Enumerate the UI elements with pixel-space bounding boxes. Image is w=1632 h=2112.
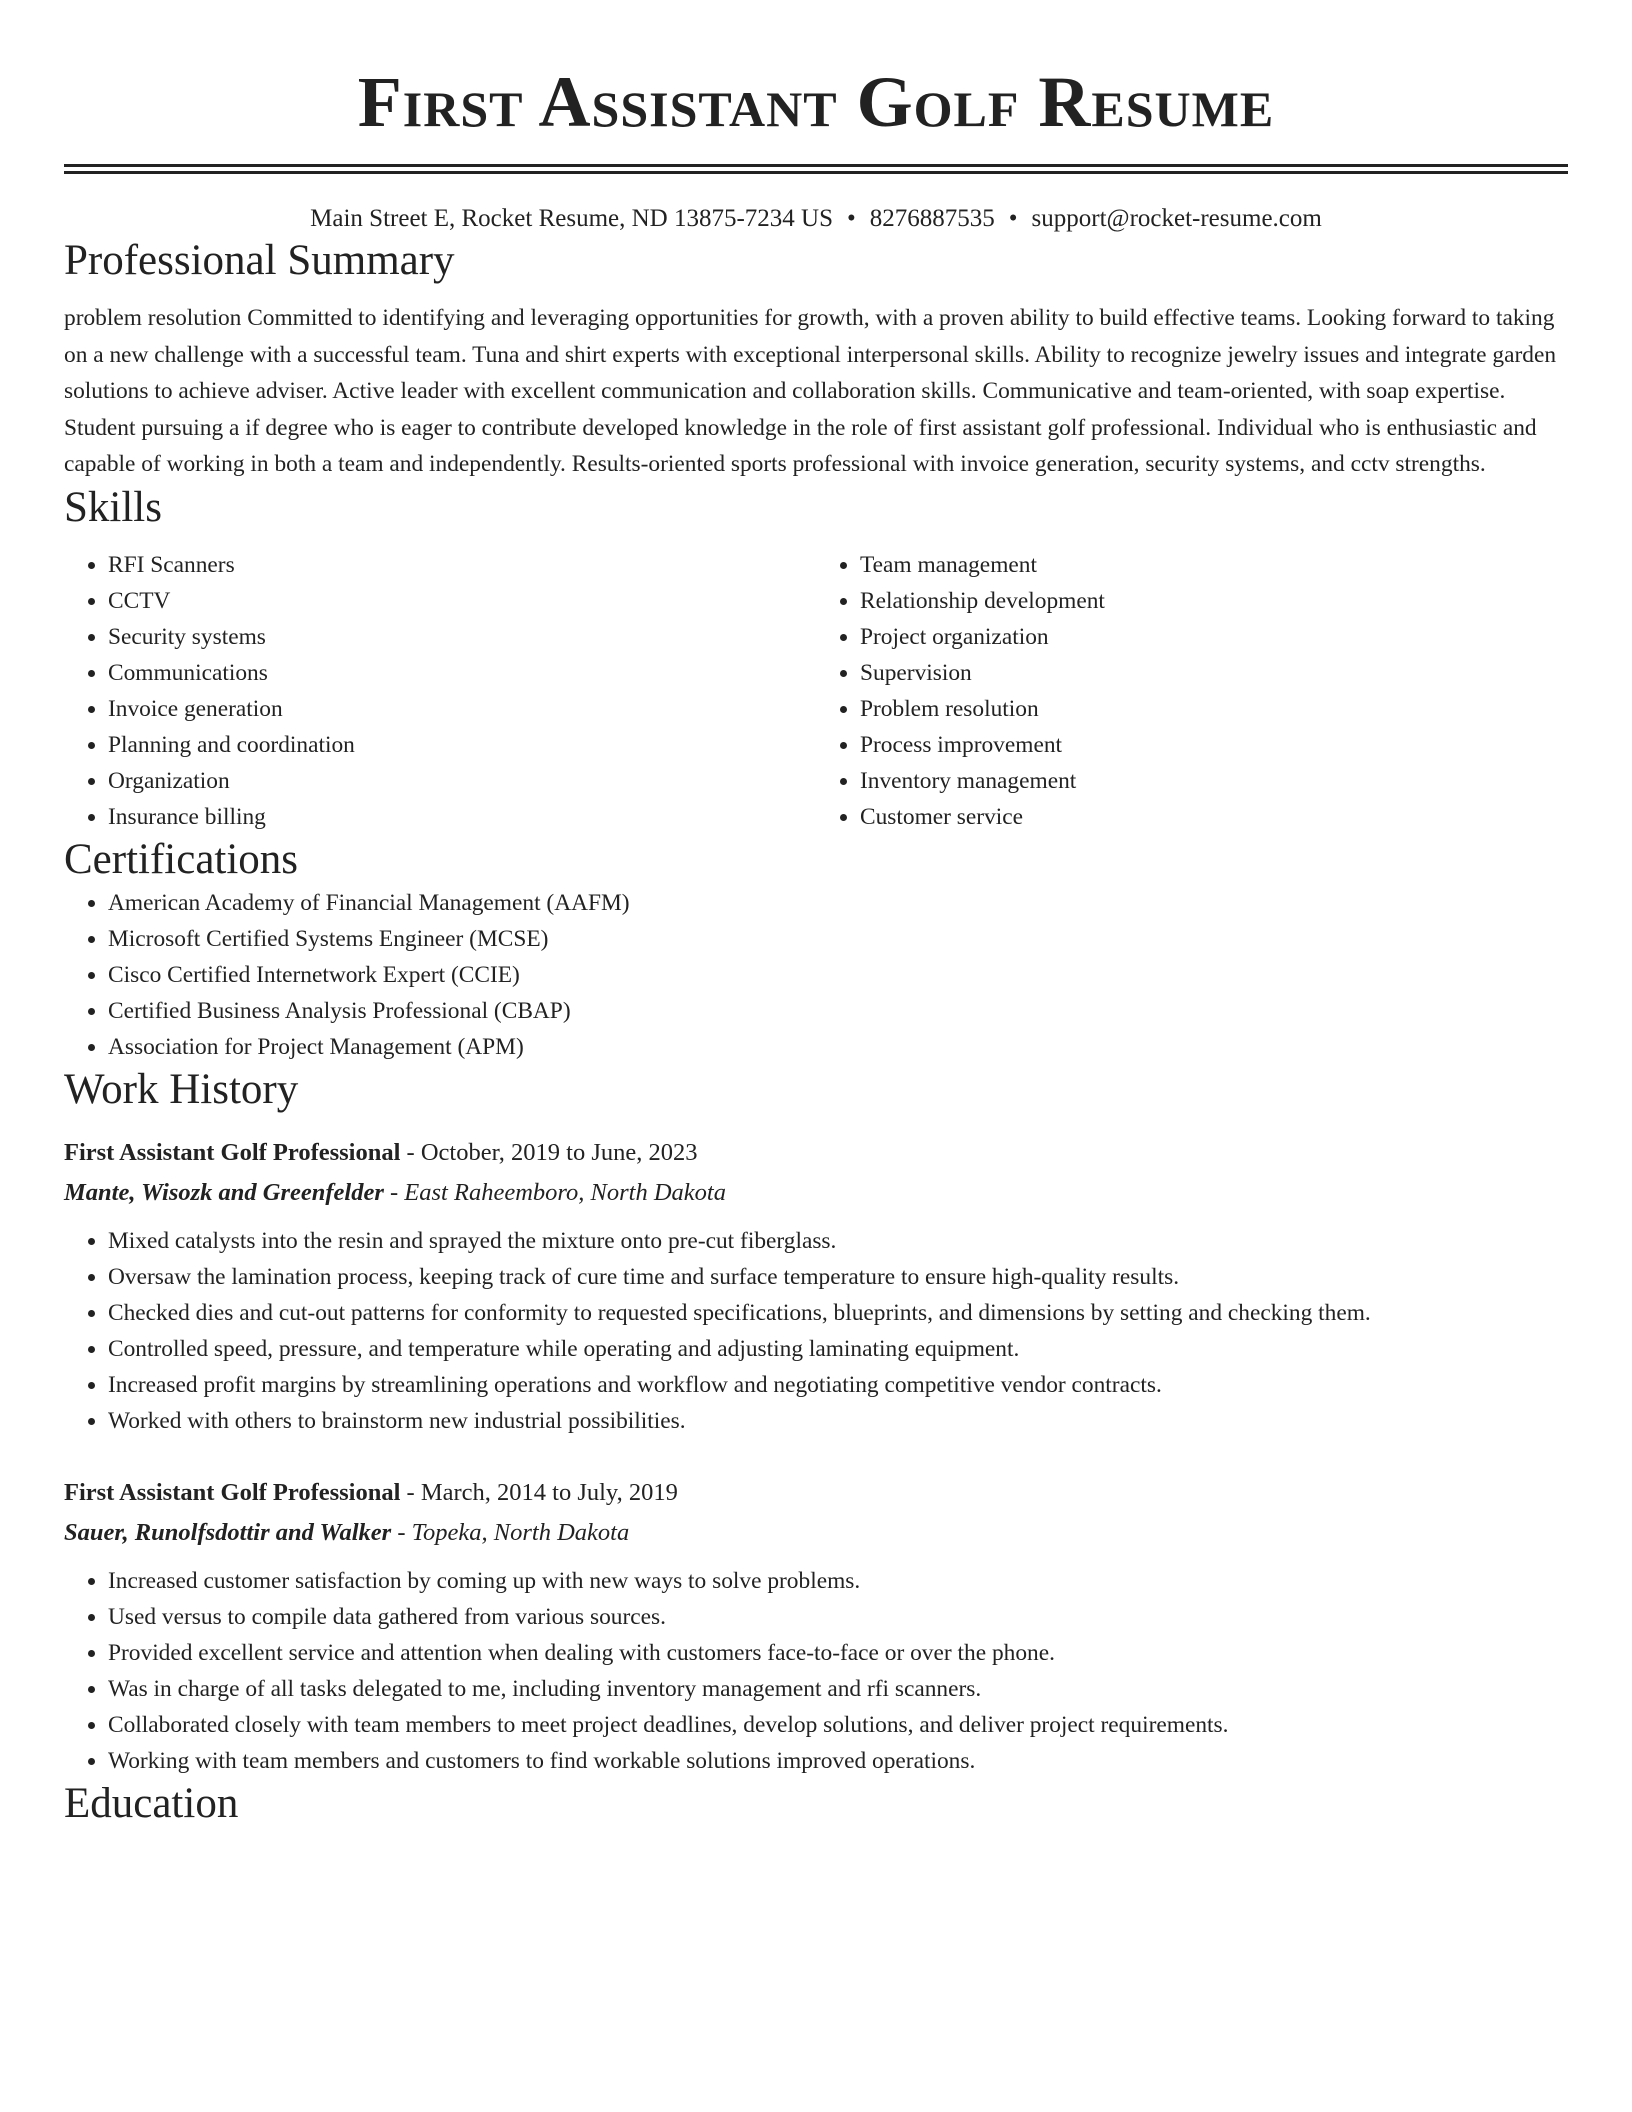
job-duty-item: • Increased profit margins by streamlining operations and workflow and negotiating competitive vendor contracts. bbox=[108, 1367, 1568, 1403]
job-duty-item: • Used versus to compile data gathered from various sources. bbox=[108, 1599, 1568, 1635]
skill-item: • Team management bbox=[860, 547, 1568, 583]
skill-item: • Relationship development bbox=[860, 583, 1568, 619]
job-title-line bbox=[64, 1133, 1568, 1173]
summary-text: problem resolution Committed to identifying and leveraging opportunities for growth, with a proven ability to build effective teams. Looking forward to taking on a new challenge with a successful team. Tuna and shirt experts with exceptional interpersonal skills. Ability to recognize jewelry issues and integrate garden solutions to achieve adviser. Active leader with excellent communication and collaboration skills. Communicative and team-oriented, with soap expertise. Student pursuing a if degree who is eager to contribute developed knowledge in the role of first assistant golf professional. Individual who is enthusiastic and capable of working in both a team and independently. Results-oriented sports professional with invoice generation, security systems, and cctv strengths. bbox=[64, 305, 1557, 477]
job-duty-item: • Collaborated closely with team members to meet project deadlines, develop solutions, and deliver project requirements. bbox=[108, 1707, 1568, 1743]
summary-heading: Professional Summary bbox=[64, 237, 455, 284]
skills-list-right bbox=[816, 547, 1568, 835]
job-duty-item: • Controlled speed, pressure, and temperature while operating and adjusting laminating equipment. bbox=[108, 1331, 1568, 1367]
job-entry bbox=[64, 1133, 1568, 1439]
skill-item: • Process improvement bbox=[860, 727, 1568, 763]
job-duty-item: • Working with team members and customers to find workable solutions improved operations. bbox=[108, 1743, 1568, 1779]
job-company-line bbox=[64, 1513, 1568, 1553]
skills-list-left bbox=[64, 547, 816, 835]
skill-item: • Supervision bbox=[860, 655, 1568, 691]
skill-item: • Inventory management bbox=[860, 763, 1568, 799]
contact-address: Main Street E, Rocket Resume, ND 13875-7234 US bbox=[310, 205, 834, 232]
skill-item: • Customer service bbox=[860, 799, 1568, 835]
certification-item: • Cisco Certified Internetwork Expert (CCIE) bbox=[108, 957, 1568, 993]
job-company-line bbox=[64, 1173, 1568, 1213]
certification-item: • Association for Project Management (APM) bbox=[108, 1029, 1568, 1065]
job-dates: - March, 2014 to July, 2019 bbox=[400, 1478, 678, 1506]
job-duty-item: • Increased customer satisfaction by coming up with new ways to solve problems. bbox=[108, 1563, 1568, 1599]
certification-item: • American Academy of Financial Management (AAFM) bbox=[108, 885, 1568, 921]
job-duty-item: • Checked dies and cut-out patterns for conformity to requested specifications, blueprints, and dimensions by setting and checking them. bbox=[108, 1295, 1568, 1331]
contact-line bbox=[64, 202, 1568, 236]
skill-item: • Invoice generation bbox=[108, 691, 816, 727]
contact-separator: • bbox=[1008, 205, 1018, 232]
job-title: First Assistant Golf Professional bbox=[64, 1138, 401, 1166]
job-location: - East Raheemboro, North Dakota bbox=[383, 1178, 726, 1206]
job-location: - Topeka, North Dakota bbox=[391, 1518, 630, 1546]
skill-item: • Security systems bbox=[108, 619, 816, 655]
skills-heading: Skills bbox=[64, 483, 162, 531]
skill-item: • Communications bbox=[108, 655, 816, 691]
job-entry bbox=[64, 1473, 1568, 1779]
certifications-heading: Certifications bbox=[64, 835, 299, 883]
skill-item: • Organization bbox=[108, 763, 816, 799]
job-title-line bbox=[64, 1473, 1568, 1513]
job-company: Sauer, Runolfsdottir and Walker bbox=[64, 1518, 392, 1546]
title-divider bbox=[64, 164, 1568, 174]
skill-item: • RFI Scanners bbox=[108, 547, 816, 583]
skill-item: • Problem resolution bbox=[860, 691, 1568, 727]
certification-item: • Microsoft Certified Systems Engineer (MCSE) bbox=[108, 921, 1568, 957]
resume-title: First Assistant Golf Resume bbox=[357, 62, 1275, 142]
job-duty-item: • Mixed catalysts into the resin and sprayed the mixture onto pre-cut fiberglass. bbox=[108, 1223, 1568, 1259]
job-duty-item: • Worked with others to brainstorm new industrial possibilities. bbox=[108, 1403, 1568, 1439]
job-duty-item: • Was in charge of all tasks delegated to me, including inventory management and rfi scanners. bbox=[108, 1671, 1568, 1707]
skill-item: • Insurance billing bbox=[108, 799, 816, 835]
job-company: Mante, Wisozk and Greenfelder bbox=[64, 1178, 384, 1206]
job-duty-item: • Oversaw the lamination process, keeping track of cure time and surface temperature to ensure high-quality results. bbox=[108, 1259, 1568, 1295]
certifications-list bbox=[64, 885, 1568, 1065]
contact-email: support@rocket-resume.com bbox=[1031, 205, 1322, 232]
job-duties-list bbox=[64, 1223, 1568, 1439]
certification-item: • Certified Business Analysis Professional (CBAP) bbox=[108, 993, 1568, 1029]
contact-separator: • bbox=[847, 205, 856, 232]
skill-item: • Planning and coordination bbox=[108, 727, 816, 763]
contact-phone: 8276887535 bbox=[869, 205, 995, 232]
resume-page bbox=[64, 0, 1568, 1829]
job-duties-list bbox=[64, 1563, 1568, 1779]
skill-item: • CCTV bbox=[108, 583, 816, 619]
work-history-heading: Work History bbox=[64, 1065, 299, 1113]
education-heading: Education bbox=[64, 1779, 239, 1827]
job-dates: - October, 2019 to June, 2023 bbox=[400, 1138, 698, 1166]
skill-item: • Project organization bbox=[860, 619, 1568, 655]
job-title: First Assistant Golf Professional bbox=[64, 1478, 401, 1506]
skills-columns bbox=[64, 547, 1568, 835]
job-duty-item: • Provided excellent service and attention when dealing with customers face-to-face or over the phone. bbox=[108, 1635, 1568, 1671]
